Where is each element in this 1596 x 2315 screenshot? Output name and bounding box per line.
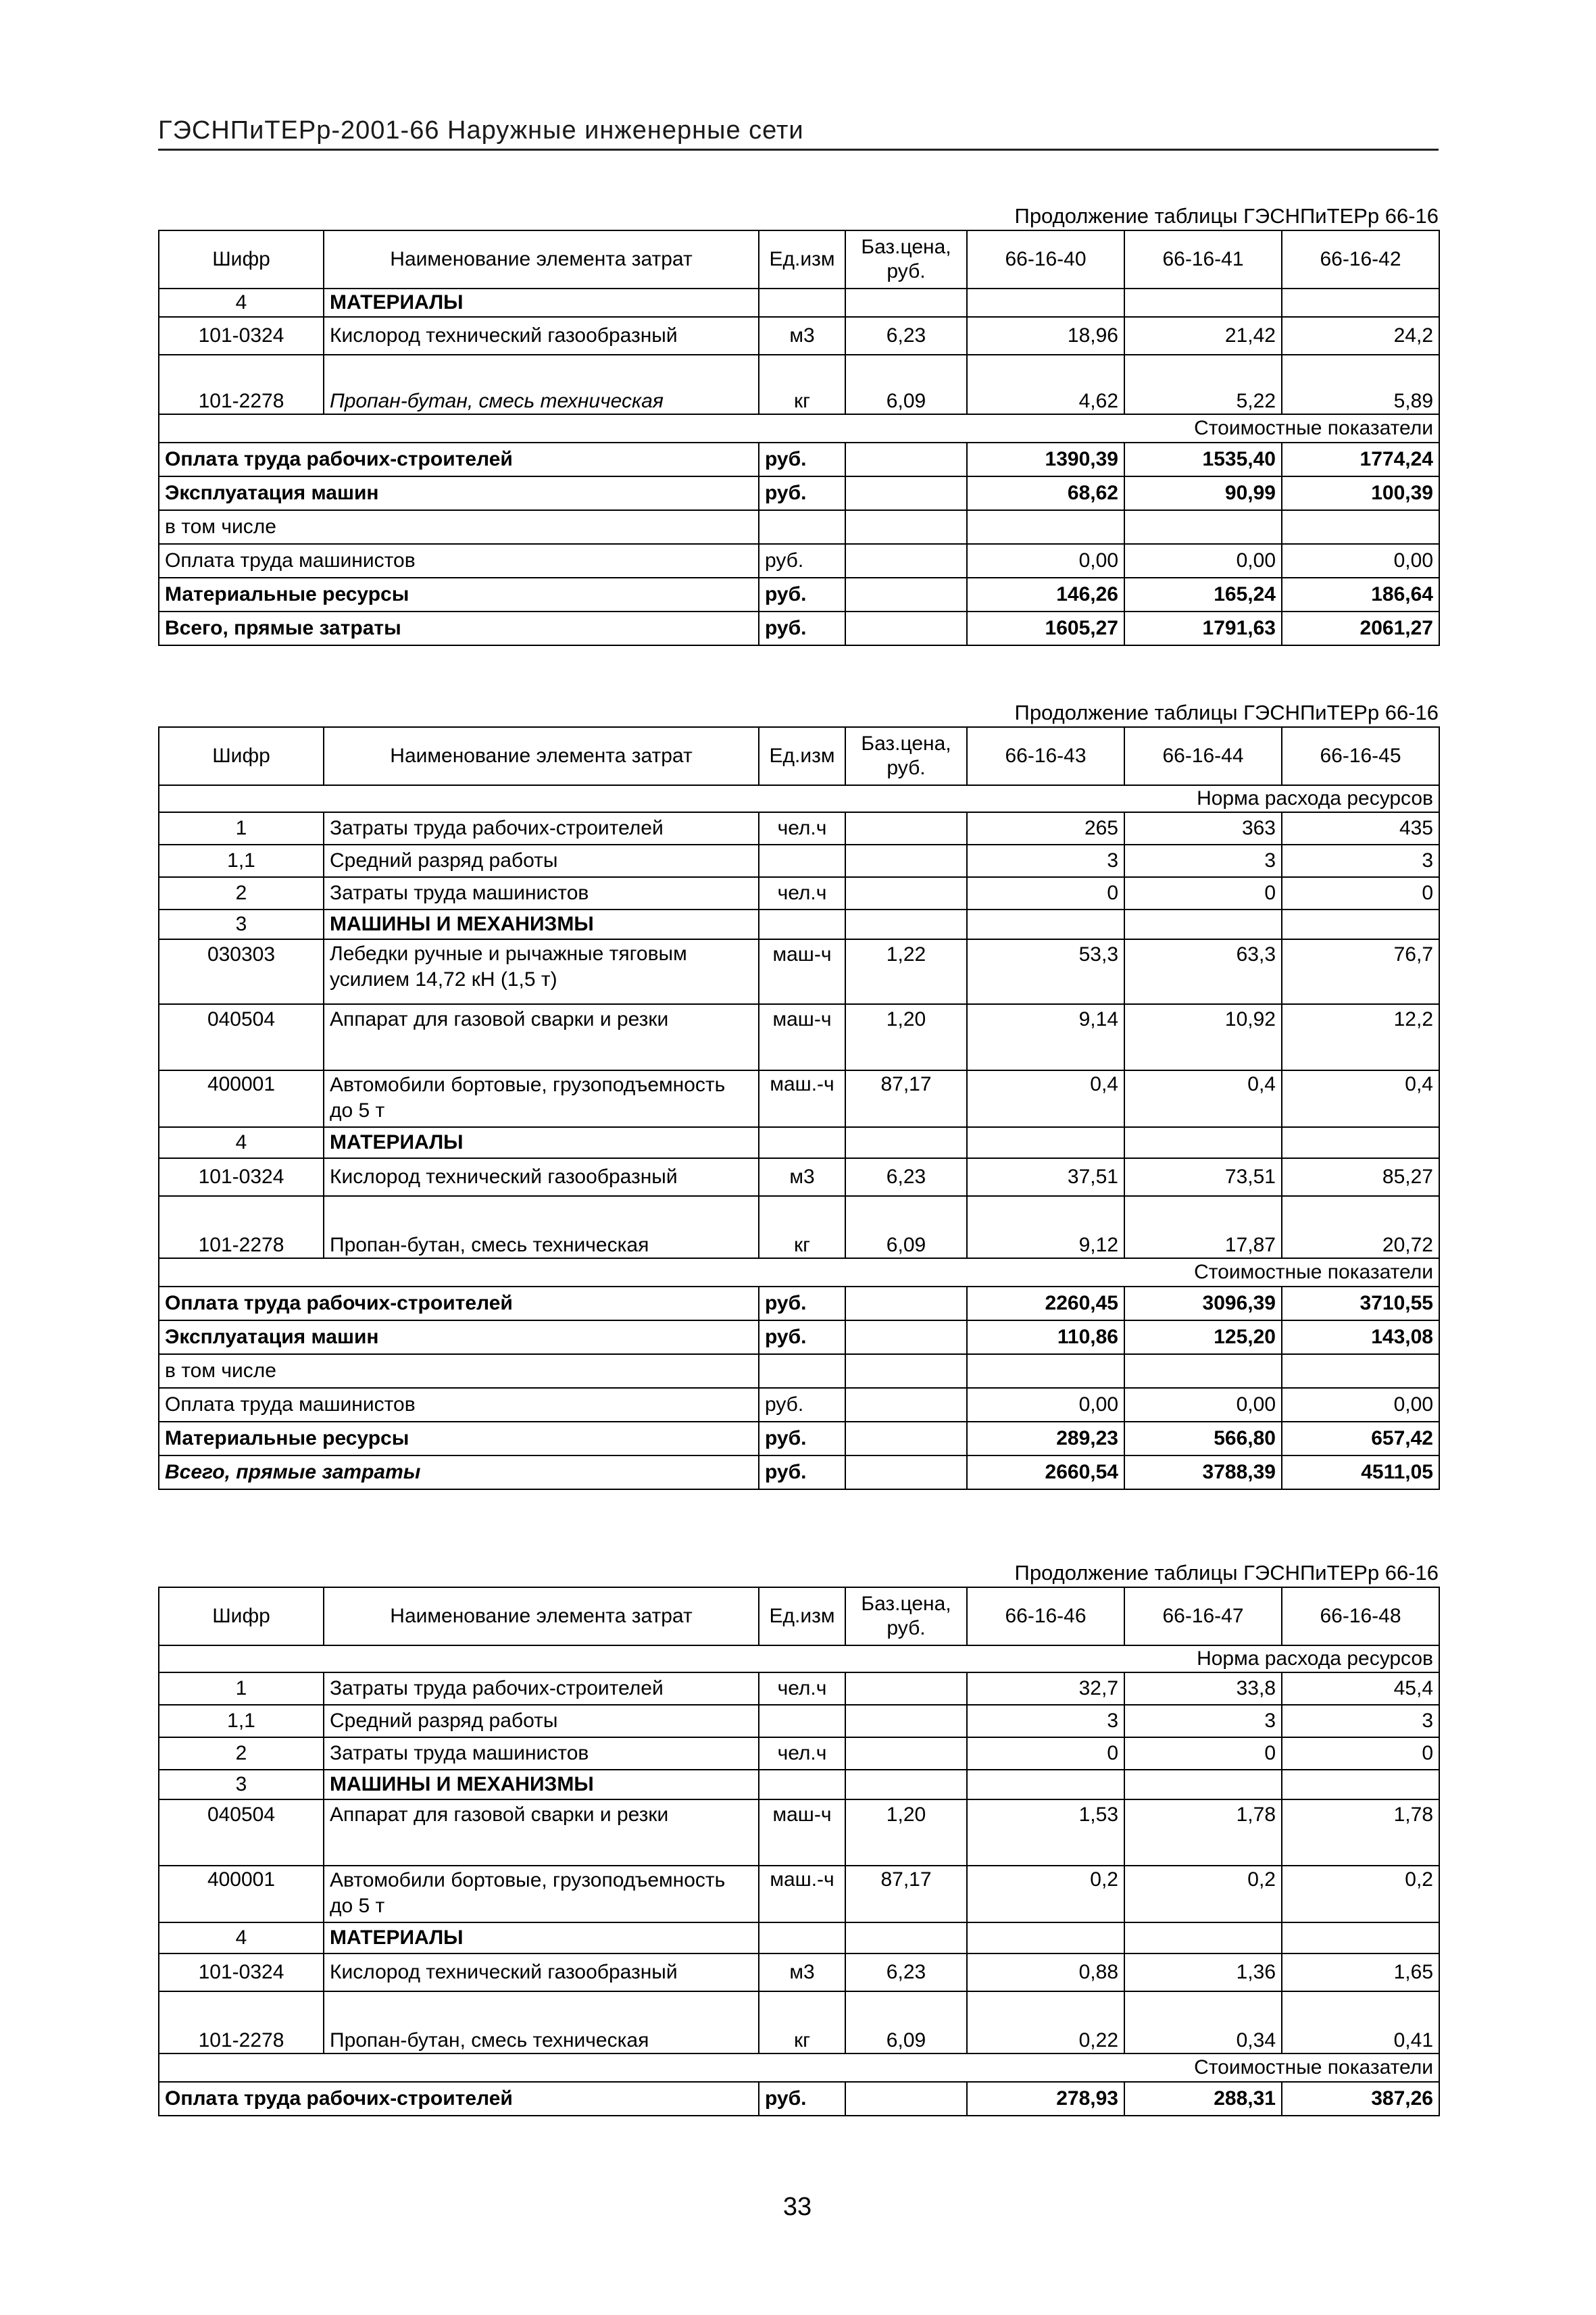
table-row: 040504 Аппарат для газовой сварки и резки маш-ч 1,20 9,14 10,92 12,2 bbox=[159, 1004, 1439, 1070]
col-price: Баз.цена, руб. bbox=[845, 1587, 967, 1645]
table-row: 101-0324 Кислород технический газообразный м3 6,23 0,88 1,36 1,65 bbox=[159, 1953, 1439, 1991]
section-row: Норма расхода ресурсов bbox=[159, 1645, 1439, 1672]
col-norm-1: 66-16-43 bbox=[967, 727, 1124, 785]
col-norm-1: 66-16-40 bbox=[967, 230, 1124, 289]
group-row: 3 МАШИНЫ И МЕХАНИЗМЫ bbox=[159, 1770, 1439, 1799]
table2-caption: Продолжение таблицы ГЭСНПиТЕРр 66-16 bbox=[1014, 701, 1439, 724]
table-row: 1,1 Средний разряд работы 3 3 3 bbox=[159, 845, 1439, 877]
col-price: Баз.цена, руб. bbox=[845, 230, 967, 289]
table-row: 101-2278 Пропан-бутан, смесь техническая кг 6,09 4,62 5,22 5,89 bbox=[159, 355, 1439, 414]
table-header-row bbox=[159, 230, 1439, 289]
col-norm-3: 66-16-42 bbox=[1282, 230, 1439, 289]
cost-row: Оплата труда рабочих-строителей руб. 1390,39 1535,40 1774,24 bbox=[159, 443, 1439, 476]
cost-row: в том числе bbox=[159, 1354, 1439, 1388]
col-name: Наименование элемента затрат bbox=[324, 727, 759, 785]
page-number: 33 bbox=[782, 2193, 812, 2221]
cost-row: Всего, прямые затраты руб. 1605,27 1791,63 2061,27 bbox=[159, 612, 1439, 645]
table-row: 400001 Автомобили бортовые, грузоподъемность до 5 т маш.-ч 87,17 0,2 0,2 0,2 bbox=[159, 1866, 1439, 1922]
col-norm-1: 66-16-46 bbox=[967, 1587, 1124, 1645]
col-price: Баз.цена, руб. bbox=[845, 727, 967, 785]
col-norm-2: 66-16-41 bbox=[1124, 230, 1282, 289]
cost-row: Оплата труда машинистов руб. 0,00 0,00 0,00 bbox=[159, 1388, 1439, 1422]
group-row: 4 МАТЕРИАЛЫ bbox=[159, 1127, 1439, 1158]
col-name: Наименование элемента затрат bbox=[324, 1587, 759, 1645]
table3 bbox=[158, 1587, 1440, 2116]
table-row: 101-0324 Кислород технический газообразный м3 6,23 37,51 73,51 85,27 bbox=[159, 1158, 1439, 1196]
cost-row: Оплата труда машинистов руб. 0,00 0,00 0,00 bbox=[159, 544, 1439, 578]
table3-caption: Продолжение таблицы ГЭСНПиТЕРр 66-16 bbox=[1014, 1561, 1439, 1585]
cost-row: Материальные ресурсы руб. 289,23 566,80 657,42 bbox=[159, 1422, 1439, 1455]
col-norm-3: 66-16-45 bbox=[1282, 727, 1439, 785]
col-code: Шифр bbox=[159, 230, 324, 289]
table-row: 1 Затраты труда рабочих-строителей чел.ч 32,7 33,8 45,4 bbox=[159, 1672, 1439, 1705]
group-row: 4 МАТЕРИАЛЫ bbox=[159, 289, 1439, 317]
col-unit: Ед.изм bbox=[759, 727, 845, 785]
page-header: ГЭСНПиТЕРр-2001-66 Наружные инженерные сети bbox=[158, 115, 1439, 151]
col-norm-2: 66-16-44 bbox=[1124, 727, 1282, 785]
table-row: 101-2278 Пропан-бутан, смесь техническая кг 6,09 9,12 17,87 20,72 bbox=[159, 1196, 1439, 1258]
table2 bbox=[158, 726, 1440, 1490]
col-name: Наименование элемента затрат bbox=[324, 230, 759, 289]
col-unit: Ед.изм bbox=[759, 1587, 845, 1645]
section-row: Стоимостные показатели bbox=[159, 2053, 1439, 2082]
col-code: Шифр bbox=[159, 727, 324, 785]
cost-row: Оплата труда рабочих-строителей руб. 2260,45 3096,39 3710,55 bbox=[159, 1287, 1439, 1320]
table-row: 1,1 Средний разряд работы 3 3 3 bbox=[159, 1705, 1439, 1737]
cost-row: Материальные ресурсы руб. 146,26 165,24 186,64 bbox=[159, 578, 1439, 612]
cost-row: Эксплуатация машин руб. 110,86 125,20 143,08 bbox=[159, 1320, 1439, 1354]
table-row: 1 Затраты труда рабочих-строителей чел.ч 265 363 435 bbox=[159, 812, 1439, 845]
table1-caption: Продолжение таблицы ГЭСНПиТЕРр 66-16 bbox=[1014, 204, 1439, 228]
cost-row: Всего, прямые затраты руб. 2660,54 3788,39 4511,05 bbox=[159, 1455, 1439, 1489]
cost-row: в том числе bbox=[159, 510, 1439, 544]
cost-row: Оплата труда рабочих-строителей руб. 278,93 288,31 387,26 bbox=[159, 2082, 1439, 2116]
cost-row: Эксплуатация машин руб. 68,62 90,99 100,39 bbox=[159, 476, 1439, 510]
table-row: 101-0324 Кислород технический газообразный м3 6,23 18,96 21,42 24,2 bbox=[159, 317, 1439, 355]
section-row: Норма расхода ресурсов bbox=[159, 785, 1439, 812]
group-row: 3 МАШИНЫ И МЕХАНИЗМЫ bbox=[159, 910, 1439, 939]
table-row: 2 Затраты труда машинистов чел.ч 0 0 0 bbox=[159, 1737, 1439, 1770]
section-row: Стоимостные показатели bbox=[159, 414, 1439, 443]
col-code: Шифр bbox=[159, 1587, 324, 1645]
table-row: 2 Затраты труда машинистов чел.ч 0 0 0 bbox=[159, 877, 1439, 910]
table-row: 030303 Лебедки ручные и рычажные тяговым усилием 14,72 кН (1,5 т) маш-ч 1,22 53,3 63,3 76,7 bbox=[159, 939, 1439, 1004]
col-unit: Ед.изм bbox=[759, 230, 845, 289]
table-row: 101-2278 Пропан-бутан, смесь техническая кг 6,09 0,22 0,34 0,41 bbox=[159, 1991, 1439, 2053]
section-row: Стоимостные показатели bbox=[159, 1258, 1439, 1287]
table-header-row bbox=[159, 727, 1439, 785]
table-header-row bbox=[159, 1587, 1439, 1645]
table-row: 400001 Автомобили бортовые, грузоподъемность до 5 т маш.-ч 87,17 0,4 0,4 0,4 bbox=[159, 1070, 1439, 1127]
table1 bbox=[158, 230, 1440, 646]
table-row: 040504 Аппарат для газовой сварки и резки маш-ч 1,20 1,53 1,78 1,78 bbox=[159, 1799, 1439, 1866]
col-norm-3: 66-16-48 bbox=[1282, 1587, 1439, 1645]
group-row: 4 МАТЕРИАЛЫ bbox=[159, 1922, 1439, 1953]
col-norm-2: 66-16-47 bbox=[1124, 1587, 1282, 1645]
